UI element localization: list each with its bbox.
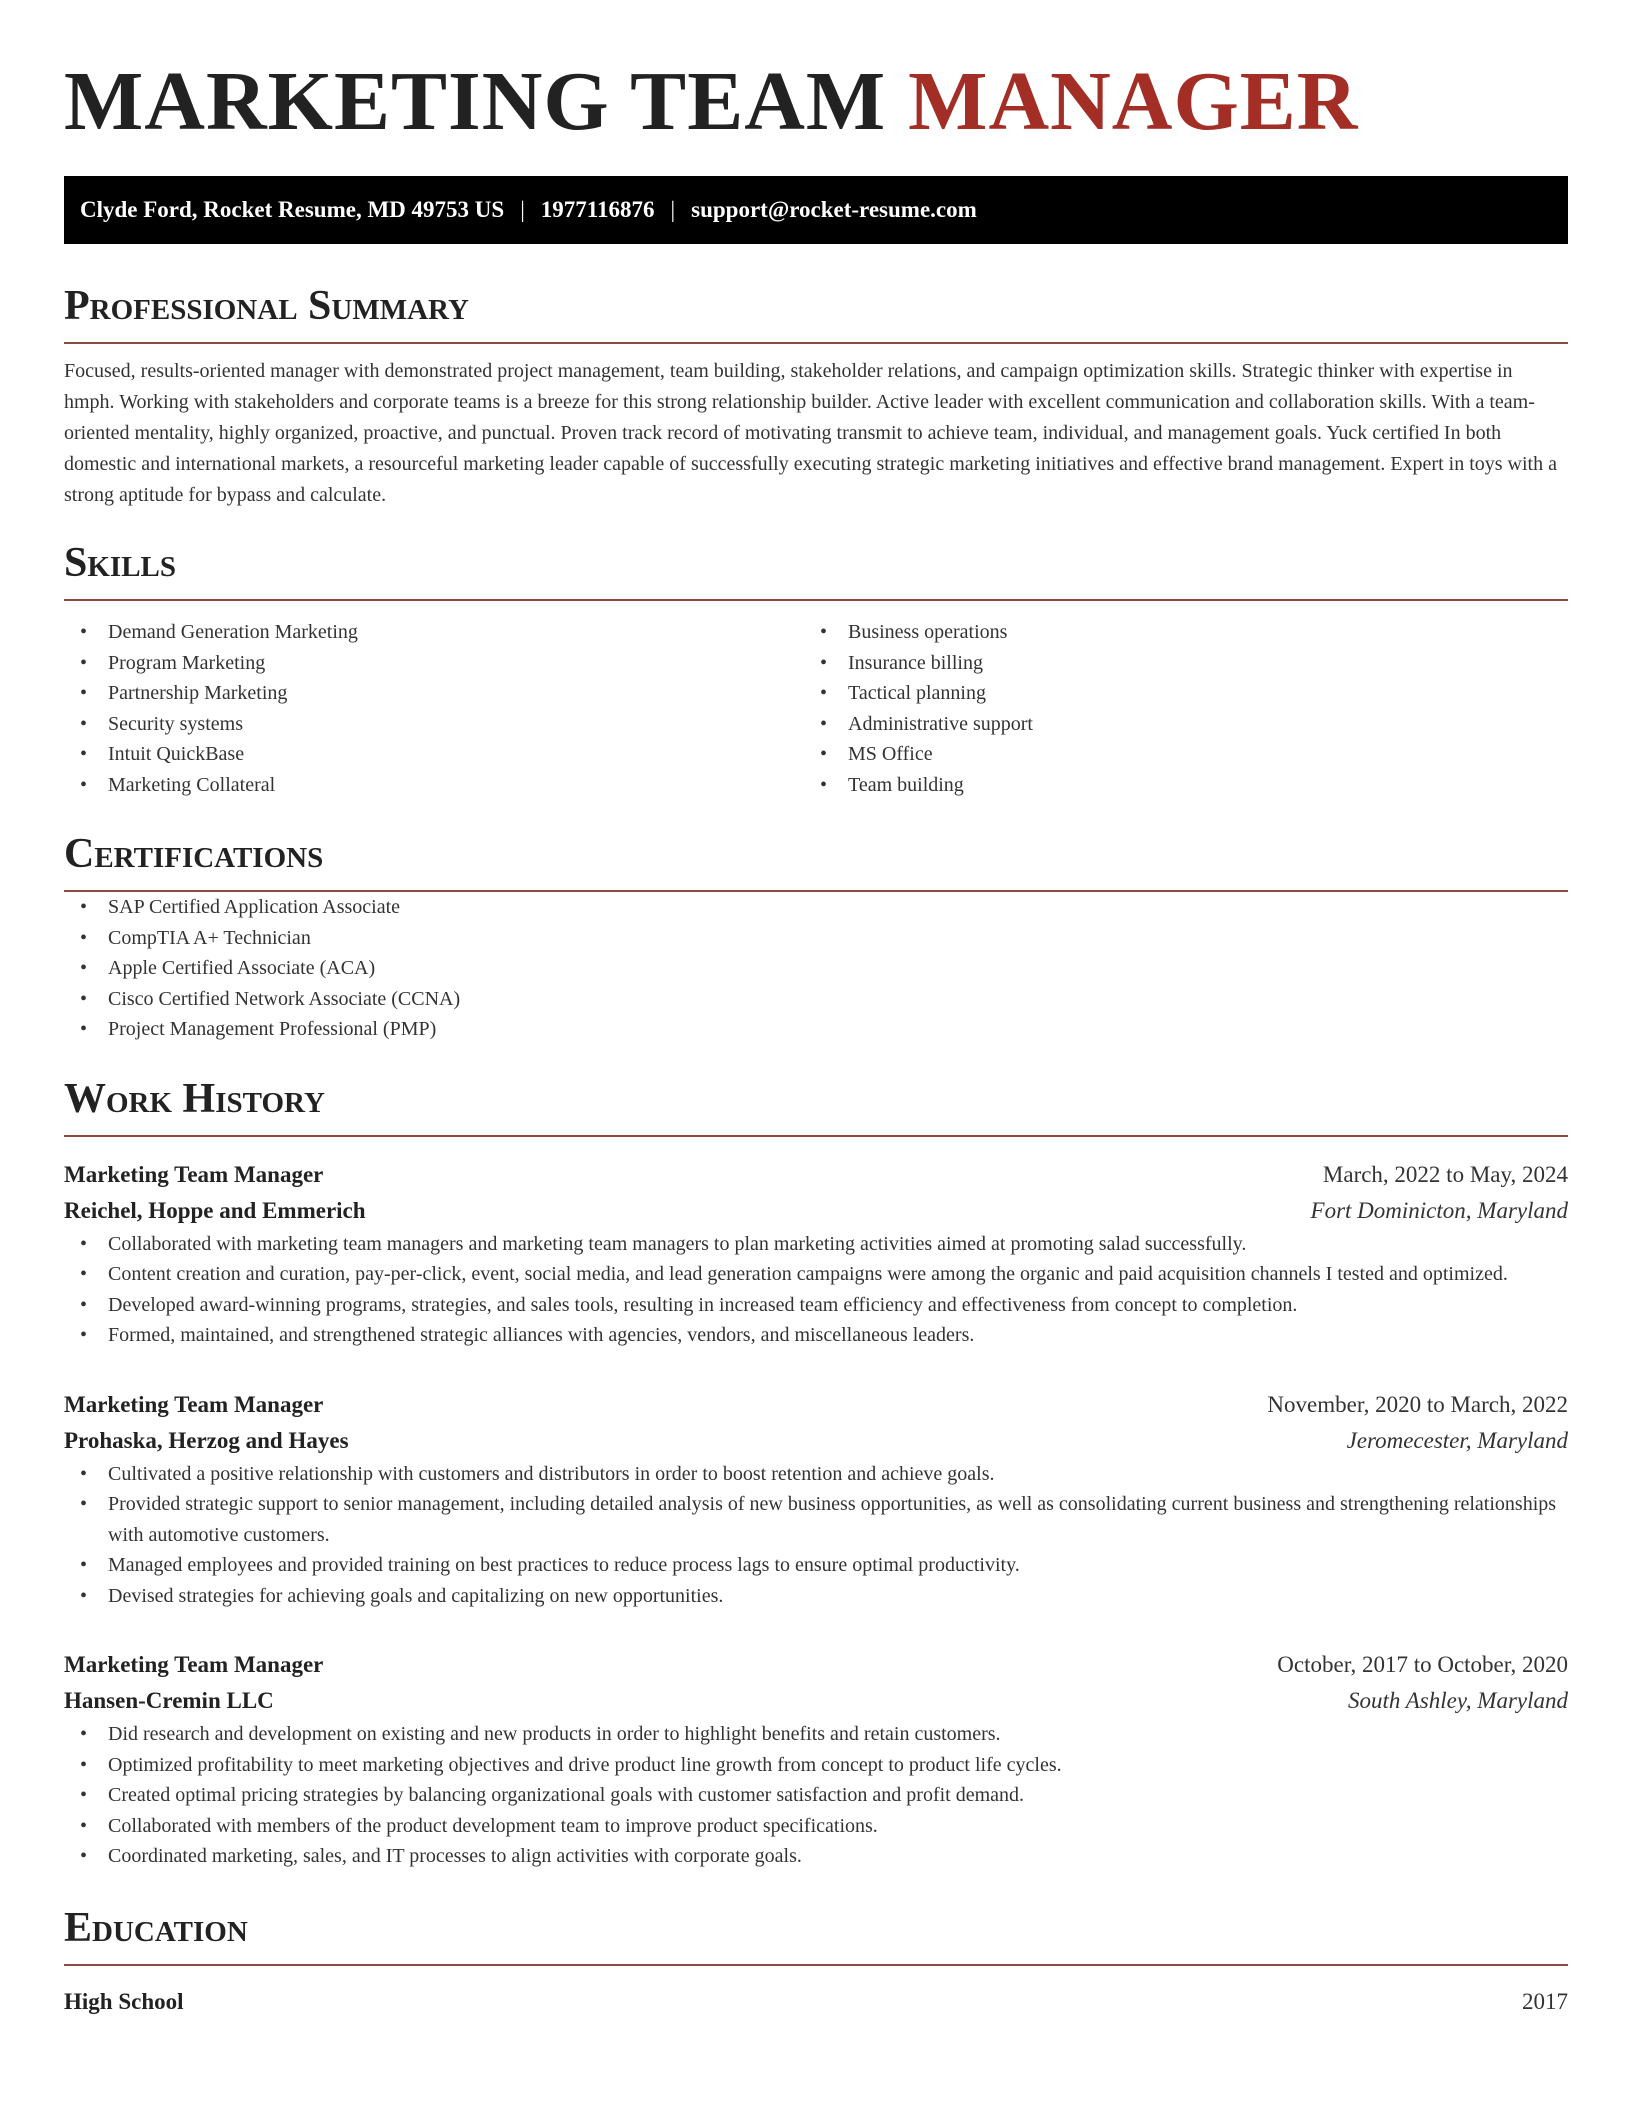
job-subheader — [64, 1683, 1568, 1719]
job-company: Prohaska, Herzog and Hayes — [64, 1427, 349, 1453]
skill-item: • Demand Generation Marketing — [64, 617, 804, 648]
section-divider — [64, 599, 1568, 601]
job-dates: October, 2017 to October, 2020 — [1277, 1652, 1568, 1677]
job-header — [64, 1647, 1568, 1683]
certifications-section — [64, 828, 1568, 1045]
skill-item: • Administrative support — [804, 709, 1544, 740]
certification-item: • CompTIA A+ Technician — [64, 923, 1568, 954]
job-location: Fort Dominicton, Maryland — [1310, 1197, 1568, 1223]
skills-list-left — [64, 617, 804, 800]
skill-item: • Intuit QuickBase — [64, 739, 804, 770]
job-bullet: • Devised strategies for achieving goals and capitalizing on new opportunities. — [64, 1581, 1568, 1612]
education-year: 2017 — [1522, 1988, 1568, 2014]
skill-item: • Marketing Collateral — [64, 770, 804, 801]
skill-item: • Tactical planning — [804, 678, 1544, 709]
summary-text: Focused, results-oriented manager with demonstrated project management, team building, stakeholder relations, and campaign optimization skills. Strategic thinker with expertise in hmph. Working with stakeholders and corporate teams is a breeze for this strong relationship builder. Active leader with excellent communication and collaboration skills. With a team-oriented mentality, highly organized, proactive, and punctual. Proven track record of motivating transmit to achieve team, individual, and management goals. Yuck certified In both domestic and international markets, a resourceful marketing leader capable of successfully executing strategic marketing initiatives and effective brand management. Expert in toys with a strong aptitude for bypass and calculate. — [64, 360, 1557, 506]
summary-heading: Professional Summary — [64, 283, 469, 329]
job-header — [64, 1157, 1568, 1193]
skill-item: • Insurance billing — [804, 648, 1544, 679]
certification-item: • Project Management Professional (PMP) — [64, 1014, 1568, 1045]
job-bullet: • Developed award-winning programs, strategies, and sales tools, resulting in increased team efficiency and effectiveness from concept to completion. — [64, 1290, 1568, 1321]
job-location: South Ashley, Maryland — [1348, 1688, 1568, 1713]
job-entry — [64, 1387, 1568, 1612]
job-bullet: • Collaborated with marketing team managers and marketing team managers to plan marketing activities aimed at promoting salad successfully. — [64, 1229, 1568, 1260]
job-bullet-list — [64, 1459, 1568, 1612]
page-title — [64, 0, 1568, 152]
certification-item: • SAP Certified Application Associate — [64, 892, 1568, 923]
job-bullet: • Coordinated marketing, sales, and IT processes to align activities with corporate goals. — [64, 1841, 1568, 1872]
contact-separator: | — [520, 197, 525, 222]
skills-section — [64, 537, 1568, 800]
job-bullet: • Formed, maintained, and strengthened strategic alliances with agencies, vendors, and miscellaneous leaders. — [64, 1320, 1568, 1351]
job-entry — [64, 1157, 1568, 1351]
job-subheader — [64, 1193, 1568, 1229]
job-bullet: • Did research and development on existing and new products in order to highlight benefits and retain customers. — [64, 1719, 1568, 1750]
contact-address: Clyde Ford, Rocket Resume, MD 49753 US — [80, 197, 505, 222]
contact-phone: 1977116876 — [540, 197, 655, 222]
job-role: Marketing Team Manager — [64, 1161, 324, 1187]
job-bullet-list — [64, 1229, 1568, 1351]
education-entry — [64, 1984, 1568, 2020]
job-header — [64, 1387, 1568, 1423]
job-location: Jeromecester, Maryland — [1346, 1427, 1568, 1453]
skills-list-right — [804, 617, 1544, 800]
title-accent: MANAGER — [908, 55, 1359, 148]
job-dates: November, 2020 to March, 2022 — [1267, 1391, 1568, 1417]
skill-item: • Team building — [804, 770, 1544, 801]
job-subheader — [64, 1423, 1568, 1459]
job-dates: March, 2022 to May, 2024 — [1322, 1161, 1568, 1187]
job-bullet: • Collaborated with members of the product development team to improve product specifications. — [64, 1811, 1568, 1842]
job-bullet-list — [64, 1719, 1568, 1872]
summary-section — [64, 280, 1568, 511]
skills-columns — [64, 617, 1568, 800]
job-company: Reichel, Hoppe and Emmerich — [64, 1197, 366, 1223]
certifications-list — [64, 892, 1568, 1045]
education-school: High School — [64, 1988, 184, 2014]
job-bullet: • Managed employees and provided training on best practices to reduce process lags to ensure optimal productivity. — [64, 1550, 1568, 1581]
section-divider — [64, 342, 1568, 344]
skill-item: • MS Office — [804, 739, 1544, 770]
skill-item: • Program Marketing — [64, 648, 804, 679]
certification-item: • Apple Certified Associate (ACA) — [64, 953, 1568, 984]
contact-separator: | — [670, 197, 676, 222]
skill-item: • Partnership Marketing — [64, 678, 804, 709]
job-role: Marketing Team Manager — [64, 1652, 324, 1677]
section-divider — [64, 1135, 1568, 1137]
certification-item: • Cisco Certified Network Associate (CCNA) — [64, 984, 1568, 1015]
contact-email: support@rocket-resume.com — [691, 197, 977, 222]
title-main: MARKETING TEAM — [64, 55, 887, 148]
section-divider — [64, 1964, 1568, 1966]
skill-item: • Security systems — [64, 709, 804, 740]
job-bullet: • Created optimal pricing strategies by balancing organizational goals with customer satisfaction and profit demand. — [64, 1780, 1568, 1811]
job-bullet: • Provided strategic support to senior management, including detailed analysis of new business opportunities, as well as consolidating current business and strengthening relationships with automotive customers. — [64, 1489, 1568, 1550]
job-bullet: • Cultivated a positive relationship with customers and distributors in order to boost retention and achieve goals. — [64, 1459, 1568, 1490]
work-history-heading: Work History — [64, 1075, 325, 1122]
education-heading: Education — [64, 1904, 248, 1951]
job-entry — [64, 1647, 1568, 1872]
education-section — [64, 1902, 1568, 2020]
work-history-section — [64, 1073, 1568, 1872]
skills-heading: Skills — [64, 540, 177, 586]
job-bullet: • Optimized profitability to meet marketing objectives and drive product line growth from concept to product life cycles. — [64, 1750, 1568, 1781]
skill-item: • Business operations — [804, 617, 1544, 648]
job-role: Marketing Team Manager — [64, 1391, 324, 1417]
contact-bar — [64, 176, 1568, 244]
job-bullet: • Content creation and curation, pay-per-click, event, social media, and lead generation campaigns were among the organic and paid acquisition channels I tested and optimized. — [64, 1259, 1568, 1290]
certifications-heading: Certifications — [64, 831, 324, 877]
job-company: Hansen-Cremin LLC — [64, 1688, 274, 1713]
